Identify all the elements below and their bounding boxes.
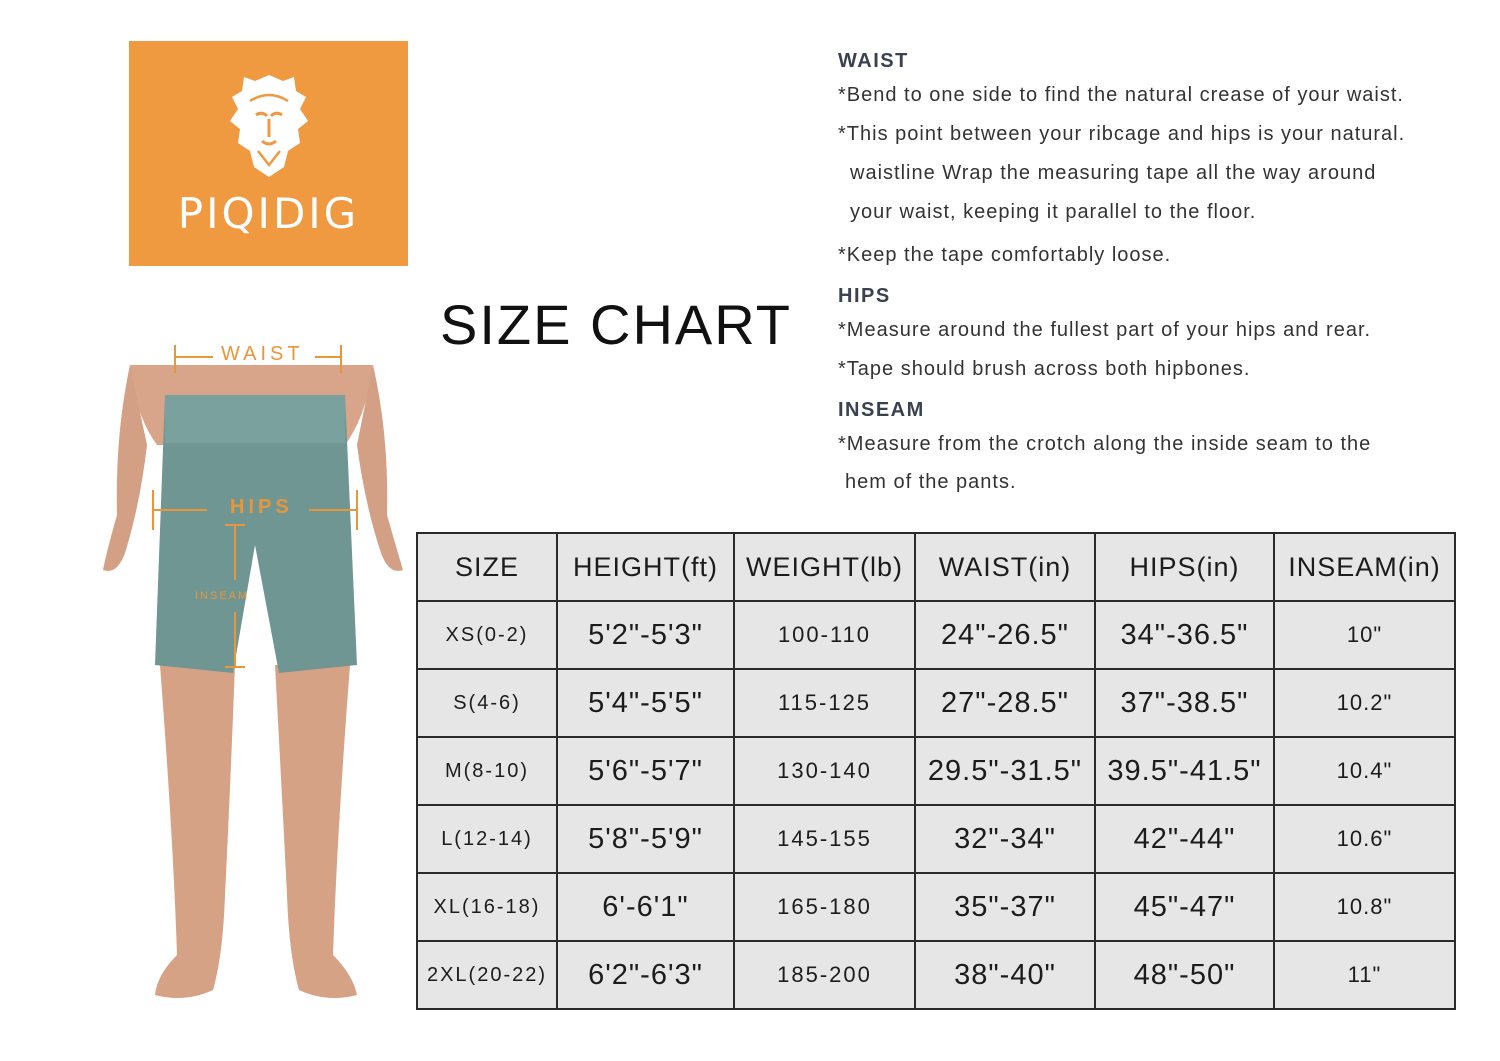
brand-name: PIQIDIG — [177, 189, 360, 238]
hips-cell: 45"-47" — [1095, 873, 1274, 941]
table-row — [417, 601, 1455, 669]
right-leg — [275, 665, 357, 998]
waist-cell: 29.5"-31.5" — [915, 737, 1095, 805]
weight-cell: 130-140 — [734, 737, 915, 805]
waist-cell: 38"-40" — [915, 941, 1095, 1009]
waist-line-4: your waist, keeping it parallel to the floor. — [850, 201, 1257, 223]
height-cell: 6'2"-6'3" — [557, 941, 734, 1009]
hips-line-1: *Measure around the fullest part of your hips and rear. — [838, 319, 1372, 341]
lion-head-icon — [228, 71, 310, 181]
hips-cell: 48"-50" — [1095, 941, 1274, 1009]
weight-cell: 165-180 — [734, 873, 915, 941]
page-title: SIZE CHART — [440, 293, 792, 356]
column-header-weight: WEIGHT(lb) — [734, 533, 915, 601]
hips-cell: 37"-38.5" — [1095, 669, 1274, 737]
measuring-instructions — [838, 50, 1478, 500]
height-cell: 6'-6'1" — [557, 873, 734, 941]
inseam-guide-label: INSEAM — [195, 590, 250, 602]
model-figure — [95, 335, 415, 1015]
waist-line-3: waistline Wrap the measuring tape all the way around — [850, 162, 1377, 184]
table-row — [417, 941, 1455, 1009]
column-header-height: HEIGHT(ft) — [557, 533, 734, 601]
hips-cell: 39.5"-41.5" — [1095, 737, 1274, 805]
left-leg — [155, 665, 235, 998]
inseam-cell: 10.4" — [1274, 737, 1455, 805]
column-header-hips: HIPS(in) — [1095, 533, 1274, 601]
column-header-waist: WAIST(in) — [915, 533, 1095, 601]
size-cell: M(8-10) — [417, 737, 557, 805]
hips-cell: 42"-44" — [1095, 805, 1274, 873]
inseam-cell: 10" — [1274, 601, 1455, 669]
hips-guide-label: HIPS — [230, 496, 293, 518]
column-header-size: SIZE — [417, 533, 557, 601]
waist-cell: 27"-28.5" — [915, 669, 1095, 737]
table-row — [417, 873, 1455, 941]
table-row — [417, 669, 1455, 737]
inseam-cell: 10.2" — [1274, 669, 1455, 737]
size-cell: XL(16-18) — [417, 873, 557, 941]
inseam-cell: 10.8" — [1274, 873, 1455, 941]
table-header-row — [417, 533, 1455, 601]
height-cell: 5'4"-5'5" — [557, 669, 734, 737]
size-chart-table — [416, 532, 1456, 1010]
inseam-cell: 10.6" — [1274, 805, 1455, 873]
brand-logo — [129, 41, 408, 266]
waist-line-2: *This point between your ribcage and hips is your natural. — [838, 123, 1406, 145]
size-cell: S(4-6) — [417, 669, 557, 737]
table-row — [417, 737, 1455, 805]
size-cell: XS(0-2) — [417, 601, 557, 669]
column-header-inseam: INSEAM(in) — [1274, 533, 1455, 601]
weight-cell: 185-200 — [734, 941, 915, 1009]
hips-cell: 34"-36.5" — [1095, 601, 1274, 669]
waist-cell: 24"-26.5" — [915, 601, 1095, 669]
weight-cell: 100-110 — [734, 601, 915, 669]
inseam-line-2: hem of the pants. — [845, 471, 1017, 493]
waist-cell: 35"-37" — [915, 873, 1095, 941]
weight-cell: 145-155 — [734, 805, 915, 873]
hips-heading: HIPS — [838, 285, 891, 307]
hips-line-2: *Tape should brush across both hipbones. — [838, 358, 1251, 380]
height-cell: 5'2"-5'3" — [557, 601, 734, 669]
waist-line-1: *Bend to one side to find the natural crease of your waist. — [838, 84, 1404, 106]
size-cell: 2XL(20-22) — [417, 941, 557, 1009]
weight-cell: 115-125 — [734, 669, 915, 737]
waist-line-5: *Keep the tape comfortably loose. — [838, 244, 1172, 266]
waist-guide-label: WAIST — [221, 343, 304, 365]
height-cell: 5'6"-5'7" — [557, 737, 734, 805]
inseam-line-1: *Measure from the crotch along the inside seam to the — [838, 433, 1372, 455]
model-illustration — [95, 335, 415, 1015]
inseam-cell: 11" — [1274, 941, 1455, 1009]
size-cell: L(12-14) — [417, 805, 557, 873]
inseam-heading: INSEAM — [838, 399, 925, 421]
height-cell: 5'8"-5'9" — [557, 805, 734, 873]
waist-cell: 32"-34" — [915, 805, 1095, 873]
table-row — [417, 805, 1455, 873]
waist-heading: WAIST — [838, 50, 909, 72]
